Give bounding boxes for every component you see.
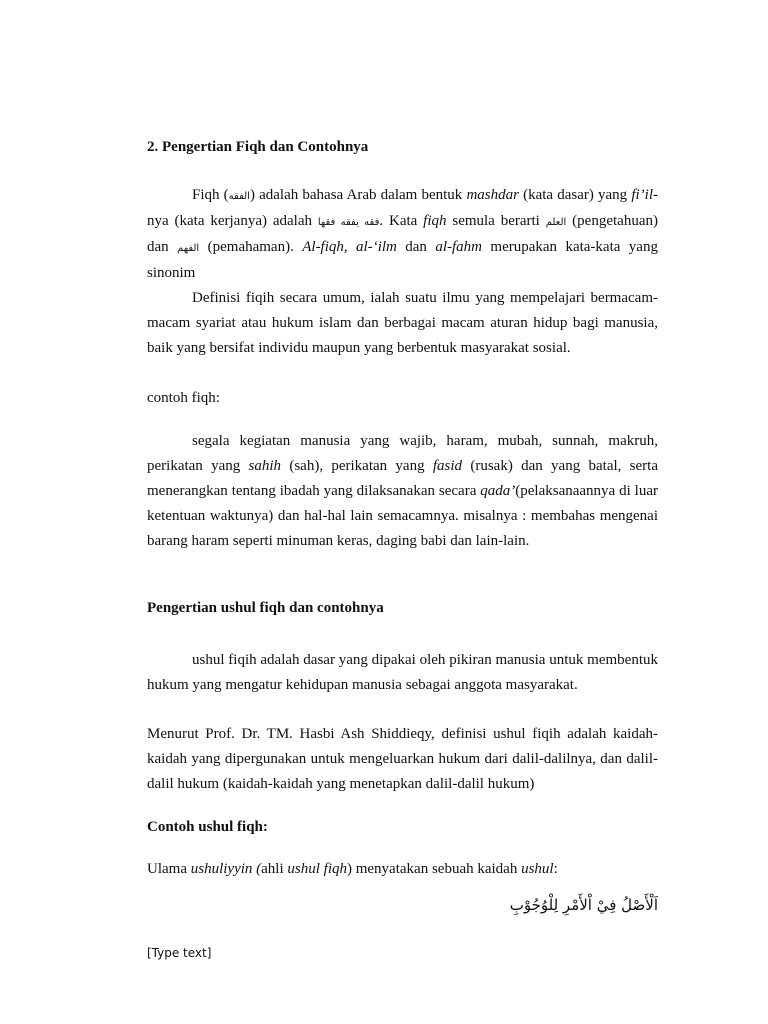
paragraph-ushul-rule-intro: Ulama ushuliyyin (ahli ushul fiqh) menyatakan sebuah kaidah ushul: — [147, 861, 558, 877]
example-heading-ushul: Contoh ushul fiqh: — [147, 819, 268, 835]
arabic-term-alfahm: الفهم — [177, 243, 200, 254]
arabic-verb-forms: فقه يفقه فقها — [317, 217, 380, 228]
arabic-term-alilm: العلم — [545, 217, 567, 228]
paragraph-fiqh-definition: Fiqh (الفقه) adalah bahasa Arab dalam bentuk mashdar (kata dasar) yang fi’il-nya (kata kerjanya) adalah فقه يفقه فقها. Kata fiqh semula berarti العلم (pengetahuan) dan الفهم (pemahaman). Al-fiqh, al-‘ilm dan al-fahm merupakan kata-kata yang sinonim — [147, 187, 658, 281]
section-heading-fiqh: 2. Pengertian Fiqh dan Contohnya — [147, 139, 369, 155]
paragraph-fiqh-general: Definisi fiqih secara umum, ialah suatu ilmu yang mempelajari bermacam-macam syariat atau hukum islam dan berbagai macam aturan hidup bagi manusia, baik yang bersifat individu maupun yang berbentuk masyarakat sosial. — [147, 290, 658, 356]
arabic-ushul-rule: اَلْأَصْلُ فِيْ اْلأَمْرِ لِلْوُجُوْبِ — [509, 896, 658, 914]
example-label-fiqh: contoh fiqh: — [147, 390, 220, 406]
section-heading-ushul-fiqh: Pengertian ushul fiqh dan contohnya — [147, 600, 384, 616]
footer-placeholder-text: [Type text] — [147, 946, 212, 960]
paragraph-ushul-definition: ushul fiqih adalah dasar yang dipakai oleh pikiran manusia untuk membentuk hukum yang mengatur kehidupan manusia sebagai anggota masyarakat. — [147, 652, 658, 693]
paragraph-ushul-hasbi: Menurut Prof. Dr. TM. Hasbi Ash Shiddieqy, definisi ushul fiqih adalah kaidah-kaidah yang dipergunakan untuk mengeluarkan hukum dari dalil-dalilnya, dan dalil-dalil hukum (kaidah-kaidah yang menetapkan dalil-dalil hukum) — [147, 726, 658, 792]
arabic-term-alfiqh: الفقه — [228, 191, 250, 202]
paragraph-fiqh-example: segala kegiatan manusia yang wajib, haram, mubah, sunnah, makruh, perikatan yang sahih (sah), perikatan yang fasid (rusak) dan yang batal, serta menerangkan tentang ibadah yang dilaksanakan secara qada’(pelaksanaannya di luar ketentuan waktunya) dan hal-hal lain semacamnya. misalnya : membahas mengenai barang haram seperti minuman keras, daging babi dan lain-lain. — [147, 433, 659, 549]
